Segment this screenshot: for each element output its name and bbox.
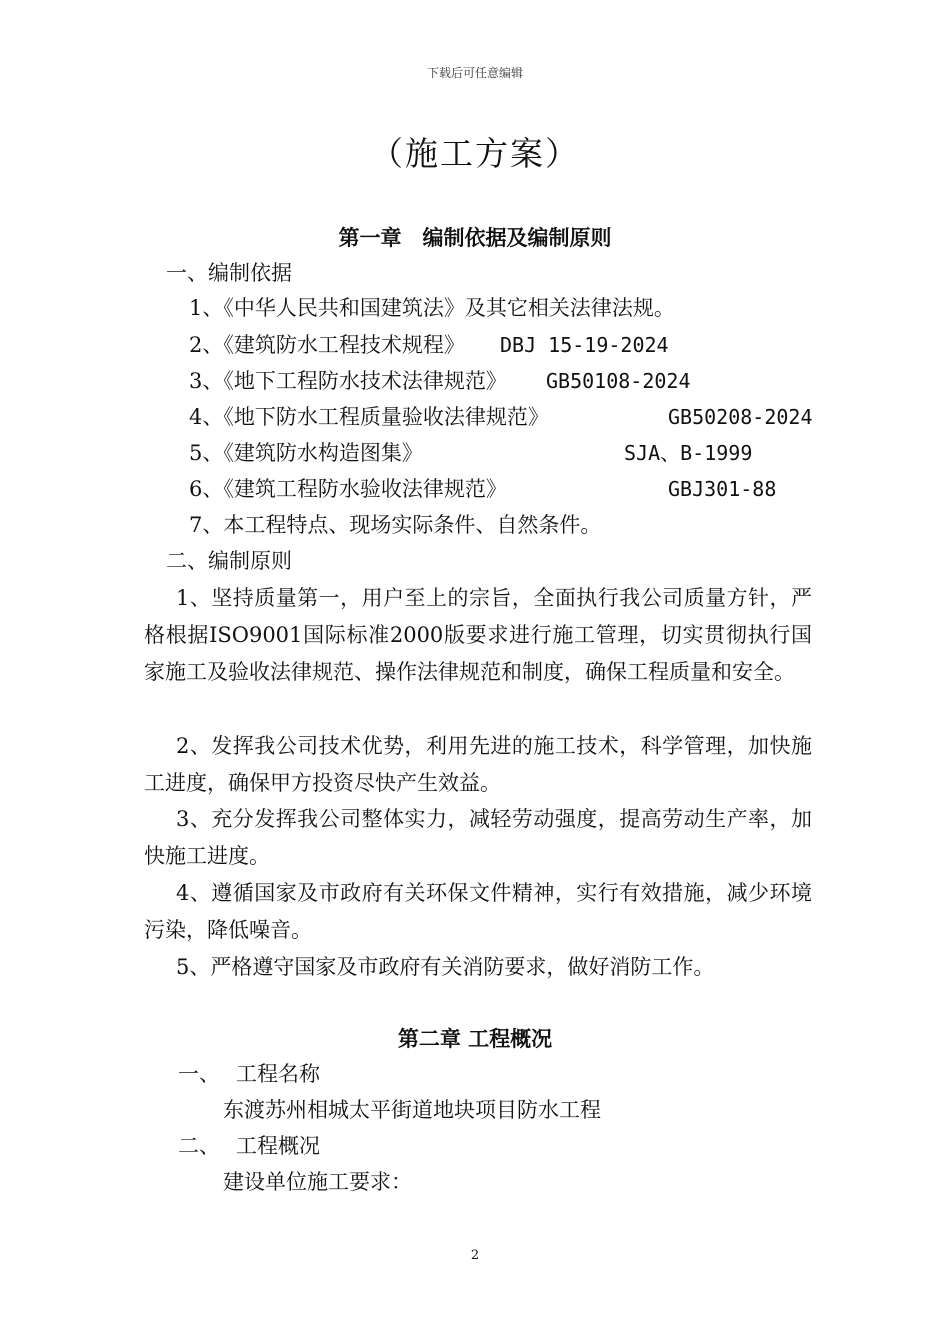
basis-item-2: 2、《建筑防水工程技术规程》 [189, 333, 465, 357]
document-title: （施工方案） [370, 134, 580, 173]
page-number: 2 [470, 1248, 480, 1263]
chapter-2-heading: 第二章 工程概况 [397, 1026, 553, 1051]
section-number-overview: 二、 [178, 1134, 220, 1158]
section-heading-principles: 二、编制原则 [166, 549, 292, 573]
basis-item-6-code: GBJ301-88 [668, 477, 777, 501]
section-heading-project-name: 工程名称 [236, 1062, 320, 1086]
basis-item-7: 7、本工程特点、现场实际条件、自然条件。 [189, 513, 602, 537]
chapter-1-heading: 第一章 编制依据及编制原则 [338, 225, 612, 250]
section-number-project-name: 一、 [178, 1062, 220, 1086]
basis-item-5-code: SJA、B-1999 [624, 441, 753, 465]
section-heading-overview: 工程概况 [236, 1134, 320, 1158]
section-heading-basis: 一、编制依据 [166, 261, 292, 285]
basis-item-6: 6、《建筑工程防水验收法律规范》 [189, 477, 507, 501]
basis-item-4-code: GB50208-2024 [668, 405, 813, 429]
principle-paragraph-5: 5、严格遵守国家及市政府有关消防要求，做好消防工作。 [176, 955, 715, 979]
principle-paragraph-2: 2、发挥我公司技术优势，利用先进的施工技术，科学管理，加快施工进度，确保甲方投资尽快产生效益。 [144, 734, 812, 795]
principle-paragraph-1: 1、坚持质量第一，用户至上的宗旨，全面执行我公司质量方针，严格根据ISO9001国际标准2000版要求进行施工管理，切实贯彻执行国家施工及验收法律规范、操作法律规范和制度，确保工程质量和安全。 [144, 586, 812, 684]
basis-item-1: 1、《中华人民共和国建筑法》及其它相关法律法规。 [189, 296, 675, 320]
basis-item-2-code: DBJ 15-19-2024 [500, 333, 669, 357]
overview-content: 建设单位施工要求： [223, 1170, 412, 1194]
page-header: 下载后可任意编辑 [426, 66, 523, 80]
basis-item-3-code: GB50108-2024 [546, 369, 691, 393]
principle-paragraph-4: 4、遵循国家及市政府有关环保文件精神，实行有效措施，减少环境污染，降低噪音。 [144, 881, 812, 942]
basis-item-4: 4、《地下防水工程质量验收法律规范》 [189, 405, 549, 429]
principle-paragraph-3: 3、充分发挥我公司整体实力，减轻劳动强度，提高劳动生产率，加快施工进度。 [144, 807, 812, 868]
basis-item-3: 3、《地下工程防水技术法律规范》 [189, 369, 507, 393]
project-name-value: 东渡苏州相城太平街道地块项目防水工程 [223, 1098, 601, 1122]
basis-item-5: 5、《建筑防水构造图集》 [189, 441, 423, 465]
